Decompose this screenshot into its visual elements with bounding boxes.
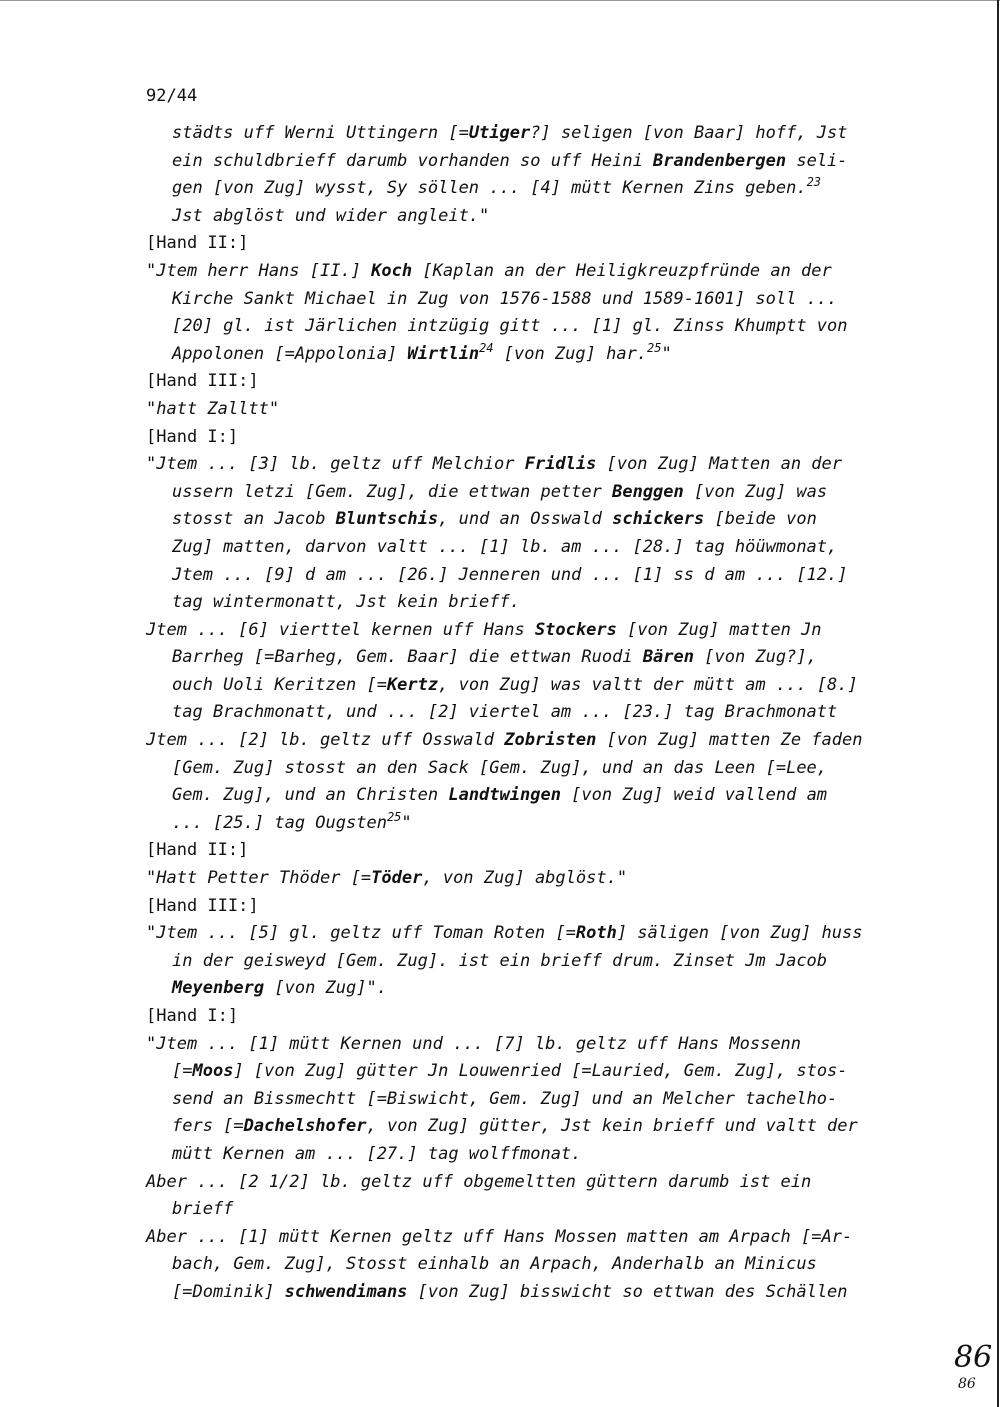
footnote-ref: 25 [386,809,402,824]
text-segment: Jtem ... [9] d am ... [26.] Jenneren und ... [1] ss d am ... [12.] [172,564,848,585]
text-segment: ein schuldbrieff darumb vorhanden so uff Heini [172,150,654,171]
text-line [146,589,916,617]
text-segment: "hatt Zalltt" [146,398,280,419]
text-segment: [Kaplan an der Heiligkreuzpfründe an der [412,260,832,281]
text-segment: " [661,343,672,364]
text-segment: "Jtem ... [5] gl. geltz uff Toman Roten [= [146,923,576,944]
text-segment: gen [von Zug] wysst, Sy söllen ... [4] mütt Kernen Zins geben. [172,178,807,199]
text-line [146,258,916,286]
surname-bold: Landtwingen [448,785,561,806]
text-line [146,313,916,341]
surname-bold: Bären [642,647,694,668]
text-segment: ?] seligen [von Baar] hoff, Jst [530,123,848,143]
text-segment: in der geisweyd [Gem. Zug]. ist ein brieff drum. Zinset Jm Jacob [172,950,828,971]
text-segment: "Jtem ... [3] lb. geltz uff Melchior [146,454,525,475]
text-line [146,1086,916,1114]
text-line [146,230,916,258]
text-line [146,810,916,838]
handwritten-page-mark-small: 86 [958,1376,976,1392]
surname-bold: Koch [371,260,413,281]
text-line [146,865,916,893]
text-segment: Aber ... [1] mütt Kernen geltz uff Hans Mossen matten am Arpach [=Ar- [146,1226,853,1247]
surname-bold: Dachelshofer [243,1116,367,1137]
text-segment: Zug] matten, darvon valtt ... [1] lb. am ... [28.] tag höüwmonat, [172,536,838,557]
text-segment: "Jtem herr Hans [II.] [146,260,372,281]
text-line [146,1031,916,1059]
surname-bold: Kertz [386,674,439,695]
text-line [146,699,916,727]
text-line [146,341,916,369]
text-line [146,506,916,534]
text-segment: "Jtem ... [1] mütt Kernen und ... [7] lb. geltz uff Hans Mossenn [146,1033,802,1054]
text-line [146,424,916,452]
text-line [146,368,916,396]
text-segment: bach, Gem. Zug], Stosst einhalb an Arpach, Anderhalb an Minicus [172,1254,817,1275]
text-segment: ] [von Zug] gütter Jn Louwenried [=Lauried, Gem. Zug], stos- [233,1061,848,1082]
text-segment: tag Brachmonatt, und ... [2] viertel am ... [23.] tag Brachmonatt [172,702,838,723]
text-line [146,1279,916,1307]
text-line [146,148,916,176]
text-line [146,893,916,921]
text-segment: [von Zug]". [264,978,387,999]
text-segment: stosst an Jacob [172,509,336,530]
text-segment: Kirche Sankt Michael in Zug von 1576-1588 und 1589-1601] soll ... [172,288,838,309]
surname-bold: Benggen [612,481,684,502]
text-segment: [von Zug] weid vallend am [560,785,828,806]
scan-top-edge [0,0,1000,1]
text-segment: [von Zug] Matten an der [596,454,842,475]
text-segment: seli- [786,150,848,171]
text-line [146,837,916,865]
text-segment: ussern letzi [Gem. Zug], die ettwan petter [172,481,613,502]
text-line [146,1058,916,1086]
text-line [146,755,916,783]
surname-bold: schickers [612,509,705,530]
hand-marker: [Hand I:] [146,426,239,447]
text-segment: Jtem ... [2] lb. geltz uff Osswald [146,730,505,751]
text-segment: , von Zug] was valtt der mütt am ... [8.] [438,674,858,695]
text-segment: [von Zug] was [683,481,828,502]
text-segment: [von Zug] har. [493,343,648,364]
text-line [146,782,916,810]
text-segment: brieff [172,1199,234,1220]
text-segment: [von Zug?], [694,647,817,668]
text-line [146,948,916,976]
surname-bold: Meyenberg [172,978,265,999]
text-segment: , und an Osswald [438,509,613,530]
scan-right-edge [997,0,999,1407]
text-segment: städts uff Werni Uttingern [= [172,123,469,143]
text-line [146,396,916,424]
text-segment: fers [= [172,1116,244,1137]
text-line [146,479,916,507]
text-line [146,286,916,314]
text-segment: ... [25.] tag Ougsten [172,812,387,833]
text-line [146,1169,916,1197]
footnote-ref: 24 [479,340,494,355]
text-segment: [20] gl. ist Järlichen intzügig gitt ... [1] gl. Zinss Khumptt von [172,316,848,337]
text-segment: [=Dominik] [172,1281,285,1302]
surname-bold: Brandenbergen [653,150,787,171]
hand-marker: [Hand II:] [146,233,249,254]
text-segment: mütt Kernen am ... [27.] tag wolffmonat. [172,1143,582,1164]
text-segment: Jst abglöst und wider angleit." [172,205,490,226]
text-segment: Appolonen [=Appolonia] [172,343,408,364]
page-number: 92/44 [146,86,198,106]
text-line [146,175,916,203]
hand-marker: [Hand III:] [146,895,259,916]
surname-bold: schwendimans [284,1281,408,1302]
text-segment: Barrheg [=Barheg, Gem. Baar] die ettwan Ruodi [172,647,643,668]
text-segment: , von Zug] gütter, Jst kein brieff und valtt der [366,1116,858,1137]
text-segment: [beide von [704,509,817,530]
text-line [146,1113,916,1141]
text-segment: [= [172,1061,193,1082]
text-line [146,203,916,231]
surname-bold: Zobristen [504,730,597,751]
text-line [146,1251,916,1279]
hand-marker: [Hand II:] [146,840,249,861]
text-segment: Aber ... [2 1/2] lb. geltz uff obgemeltten güttern darumb ist ein [146,1171,812,1192]
text-segment: [von Zug] matten Ze faden [596,730,863,751]
text-segment: ouch Uoli Keritzen [= [172,674,387,695]
text-segment: [von Zug] bisswicht so ettwan des Schällen [407,1281,848,1302]
text-line [146,120,916,148]
text-segment: tag wintermonatt, Jst kein brieff. [172,592,520,613]
footnote-ref: 25 [647,340,662,355]
hand-marker: [Hand III:] [146,371,259,392]
text-line [146,1224,916,1252]
surname-bold: Moos [192,1061,234,1082]
text-segment: [von Zug] matten Jn [616,619,822,640]
text-line [146,562,916,590]
footnote-ref: 23 [806,175,822,190]
surname-bold: Wirtlin [407,343,480,364]
text-segment: send an Bissmechtt [=Biswicht, Gem. Zug] und an Melcher tachelho- [172,1088,838,1109]
surname-bold: Fridlis [524,454,597,475]
surname-bold: Roth [575,923,617,944]
text-line [146,1003,916,1031]
surname-bold: Bluntschis [335,509,439,530]
text-segment: "Hatt Petter Thöder [= [146,868,372,889]
text-line [146,920,916,948]
text-segment: " [401,812,412,833]
surname-bold: Töder [371,868,423,889]
hand-marker: [Hand I:] [146,1006,239,1026]
text-line [146,644,916,672]
text-segment: ] säligen [von Zug] huss [616,923,863,944]
text-segment: , von Zug] abglöst." [422,868,628,889]
surname-bold: Stockers [534,619,617,640]
text-line [146,451,916,479]
text-segment: Jtem ... [6] vierttel kernen uff Hans [146,619,535,640]
document-body [146,120,916,1307]
text-line [146,1141,916,1169]
text-line [146,672,916,700]
text-segment: [Gem. Zug] stosst an den Sack [Gem. Zug], und an das Leen [=Lee, [172,757,828,778]
surname-bold: Utiger [468,123,531,143]
text-line [146,727,916,755]
text-segment: Gem. Zug], und an Christen [172,785,449,806]
text-line [146,617,916,645]
text-line [146,975,916,1003]
text-line [146,534,916,562]
handwritten-page-mark: 86 [954,1340,993,1375]
text-line [146,1196,916,1224]
